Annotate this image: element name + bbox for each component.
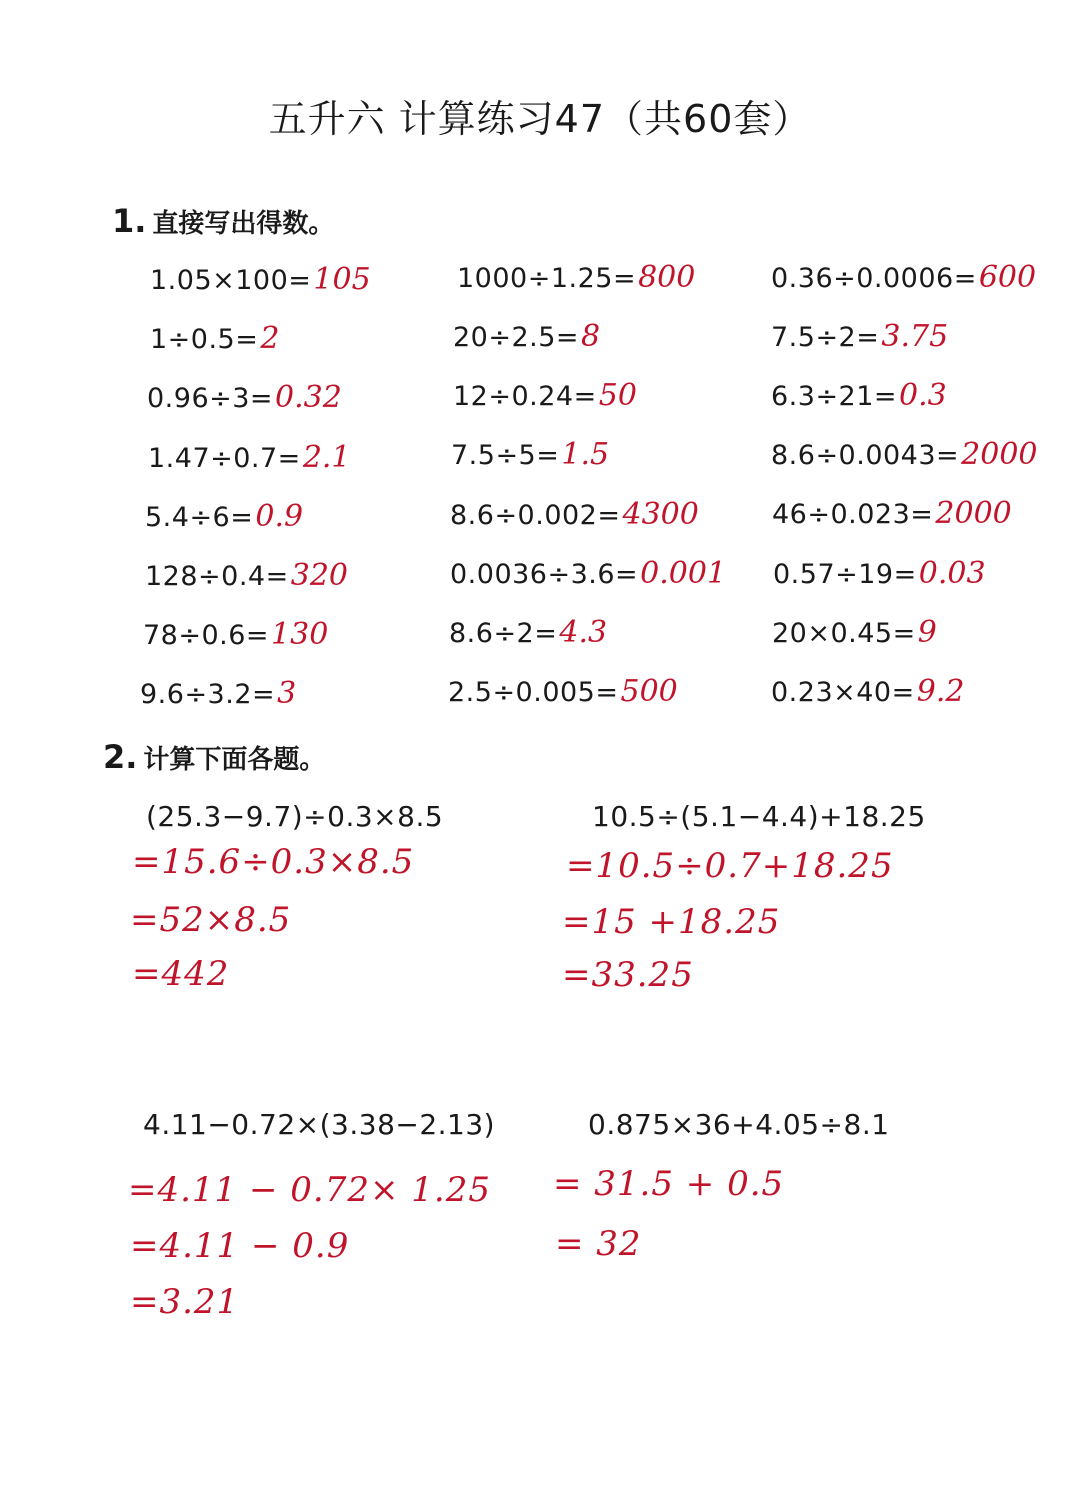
section-1-title: 直接写出得数。 bbox=[152, 209, 335, 239]
problem-expression: 9.6÷3.2= bbox=[140, 679, 276, 710]
problem-expression: 8.6÷0.002= bbox=[450, 500, 621, 531]
handwritten-answer: 3.75 bbox=[881, 319, 949, 354]
oral-problem bbox=[450, 497, 699, 532]
handwritten-answer: 4.3 bbox=[559, 615, 608, 650]
calc-problem-expression: 0.875×36+4.05÷8.1 bbox=[588, 1108, 890, 1141]
oral-problem bbox=[148, 440, 351, 475]
problem-expression: 20×0.45= bbox=[772, 618, 916, 649]
oral-problem bbox=[147, 380, 342, 415]
handwritten-answer: 0.9 bbox=[255, 499, 304, 534]
solution-step: = 32 bbox=[555, 1224, 642, 1264]
problem-expression: 20÷2.5= bbox=[453, 322, 580, 353]
handwritten-answer: 50 bbox=[598, 378, 637, 413]
solution-step: =52×8.5 bbox=[130, 900, 292, 940]
handwritten-answer: 3 bbox=[277, 676, 297, 711]
problem-expression: 7.5÷2= bbox=[771, 322, 880, 353]
oral-problem bbox=[448, 674, 678, 709]
handwritten-answer: 2.1 bbox=[302, 440, 351, 475]
handwritten-answer: 2000 bbox=[935, 496, 1012, 531]
solution-step: =4.11 − 0.9 bbox=[130, 1226, 350, 1266]
problem-expression: 46÷0.023= bbox=[772, 499, 934, 530]
handwritten-answer: 500 bbox=[620, 674, 678, 709]
handwritten-answer: 8 bbox=[581, 319, 601, 354]
oral-problem bbox=[453, 378, 637, 413]
oral-problem bbox=[145, 499, 303, 534]
section-2-number: 2. bbox=[103, 738, 138, 776]
handwritten-answer: 9.2 bbox=[916, 674, 965, 709]
problem-expression: 1000÷1.25= bbox=[457, 263, 637, 294]
problem-expression: 7.5÷5= bbox=[451, 440, 560, 471]
oral-problem bbox=[771, 674, 964, 709]
oral-problem bbox=[450, 556, 726, 591]
problem-expression: 78÷0.6= bbox=[143, 620, 270, 651]
oral-problem bbox=[145, 558, 348, 593]
problem-expression: 1.05×100= bbox=[150, 265, 312, 296]
page-title: 五升六 计算练习47（共60套） bbox=[268, 97, 812, 141]
handwritten-answer: 0.03 bbox=[918, 556, 986, 591]
solution-step: =3.21 bbox=[130, 1282, 240, 1322]
handwritten-answer: 0.001 bbox=[640, 556, 727, 591]
handwritten-answer: 0.32 bbox=[275, 380, 342, 415]
oral-problem bbox=[771, 437, 1038, 472]
handwritten-answer: 4300 bbox=[622, 497, 699, 532]
problem-expression: 12÷0.24= bbox=[453, 381, 597, 412]
oral-problem bbox=[772, 496, 1012, 531]
oral-problem bbox=[140, 676, 296, 711]
solution-step: =4.11 − 0.72× 1.25 bbox=[128, 1170, 491, 1210]
oral-problem bbox=[451, 437, 609, 472]
oral-problem bbox=[771, 260, 1036, 295]
oral-problem bbox=[457, 260, 695, 295]
handwritten-answer: 9 bbox=[917, 615, 937, 650]
oral-problem bbox=[449, 615, 607, 650]
problem-expression: 8.6÷0.0043= bbox=[771, 440, 960, 471]
handwritten-answer: 2000 bbox=[961, 437, 1038, 472]
calc-problem-expression: 10.5÷(5.1−4.4)+18.25 bbox=[592, 800, 926, 833]
handwritten-answer: 0.3 bbox=[899, 378, 947, 413]
problem-expression: 0.36÷0.0006= bbox=[771, 263, 977, 294]
problem-expression: 1.47÷0.7= bbox=[148, 443, 301, 474]
problem-expression: 0.96÷3= bbox=[147, 383, 274, 414]
section-1-heading bbox=[112, 202, 334, 240]
solution-step: = 31.5 + 0.5 bbox=[553, 1164, 785, 1204]
handwritten-answer: 1.5 bbox=[561, 437, 610, 472]
calc-problem-expression: 4.11−0.72×(3.38−2.13) bbox=[143, 1108, 496, 1141]
solution-step: =10.5÷0.7+18.25 bbox=[566, 846, 894, 886]
oral-problem bbox=[143, 617, 328, 652]
calc-problem-expression: (25.3−9.7)÷0.3×8.5 bbox=[146, 800, 444, 833]
problem-expression: 128÷0.4= bbox=[145, 561, 289, 592]
problem-expression: 0.0036÷3.6= bbox=[450, 559, 639, 590]
problem-expression: 0.23×40= bbox=[771, 677, 915, 708]
handwritten-answer: 800 bbox=[638, 260, 696, 295]
problem-expression: 6.3÷21= bbox=[771, 381, 898, 412]
problem-expression: 5.4÷6= bbox=[145, 502, 254, 533]
oral-problem bbox=[772, 615, 937, 650]
section-1-number: 1. bbox=[112, 202, 147, 240]
section-2-title: 计算下面各题。 bbox=[143, 745, 326, 775]
handwritten-answer: 2 bbox=[260, 321, 280, 356]
handwritten-answer: 320 bbox=[290, 558, 348, 593]
oral-problem bbox=[150, 262, 371, 297]
problem-expression: 2.5÷0.005= bbox=[448, 677, 619, 708]
handwritten-answer: 600 bbox=[978, 260, 1037, 295]
oral-problem bbox=[773, 556, 986, 591]
solution-step: =442 bbox=[132, 954, 230, 994]
problem-expression: 0.57÷19= bbox=[773, 559, 917, 590]
handwritten-answer: 130 bbox=[271, 617, 329, 652]
problem-expression: 8.6÷2= bbox=[449, 618, 558, 649]
solution-step: =15 +18.25 bbox=[562, 902, 781, 942]
section-2-heading bbox=[103, 738, 325, 776]
oral-problem bbox=[771, 378, 947, 413]
oral-problem bbox=[150, 321, 279, 356]
solution-step: =15.6÷0.3×8.5 bbox=[132, 842, 415, 882]
oral-problem bbox=[453, 319, 600, 354]
solution-step: =33.25 bbox=[562, 955, 694, 995]
problem-expression: 1÷0.5= bbox=[150, 324, 259, 355]
oral-problem bbox=[771, 319, 948, 354]
handwritten-answer: 105 bbox=[313, 262, 371, 297]
